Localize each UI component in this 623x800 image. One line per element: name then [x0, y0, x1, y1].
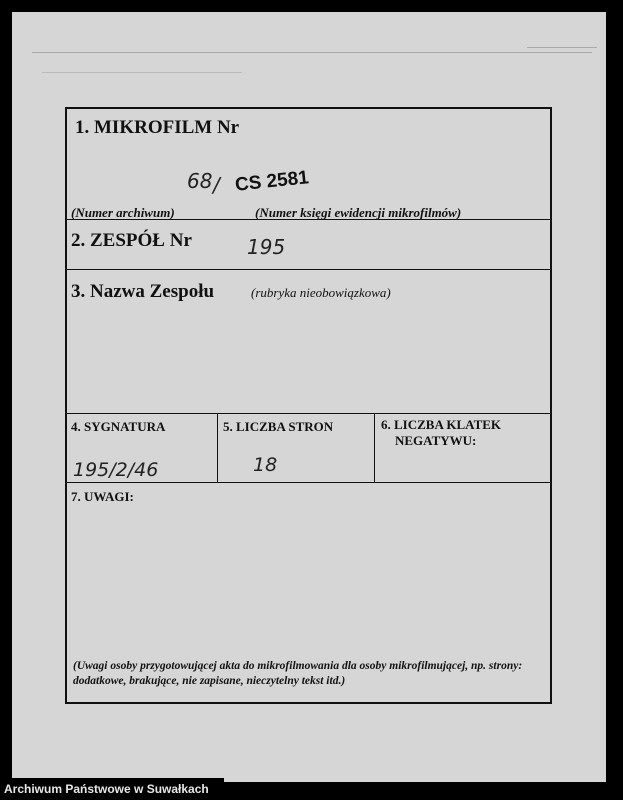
archive-number-handwritten: 68: [187, 169, 213, 193]
section3-title: 3. Nazwa Zespołu: [71, 281, 215, 302]
microfilm-card: [65, 107, 552, 704]
collection-number-handwritten: 195: [247, 235, 286, 259]
divider: [374, 413, 375, 482]
slash-mark: /: [213, 173, 220, 197]
divider: [67, 413, 550, 414]
archive-number-label: (Numer archiwum): [71, 205, 175, 220]
ledger-number-label: (Numer księgi ewidencji mikrofilmów): [255, 205, 462, 220]
divider: [67, 269, 550, 270]
section5-title: 5. LICZBA STRON: [223, 419, 334, 434]
section6-title-line2: NEGATYWU:: [395, 433, 477, 448]
scan-streak: [32, 52, 592, 53]
section7-title: 7. UWAGI:: [71, 489, 134, 504]
scan-streak: [527, 47, 597, 48]
section1-title: 1. MIKROFILM Nr: [75, 117, 240, 138]
section4-title: 4. SYGNATURA: [71, 419, 166, 434]
scan-streak: [42, 72, 242, 73]
section3-note: (rubryka nieobowiązkowa): [251, 285, 391, 300]
divider: [217, 413, 218, 482]
ledger-number-stamp: CS 2581: [234, 167, 310, 196]
section6-title-line1: 6. LICZBA KLATEK: [381, 417, 502, 432]
section2-title: 2. ZESPÓŁ Nr: [71, 230, 192, 251]
divider: [67, 482, 550, 483]
archive-footer-label: Archiwum Państwowe w Suwałkach: [0, 778, 224, 800]
divider: [67, 219, 550, 220]
signature-handwritten: 195/2/46: [73, 459, 159, 481]
section7-footnote: (Uwagi osoby przygotowującej akta do mikrofilmowania dla osoby mikrofilmującej, np. strony: dodatkowe, brakujące, nie zapisane, nieczytelny tekst itd.): [73, 660, 523, 687]
page-count-handwritten: 18: [253, 454, 278, 476]
